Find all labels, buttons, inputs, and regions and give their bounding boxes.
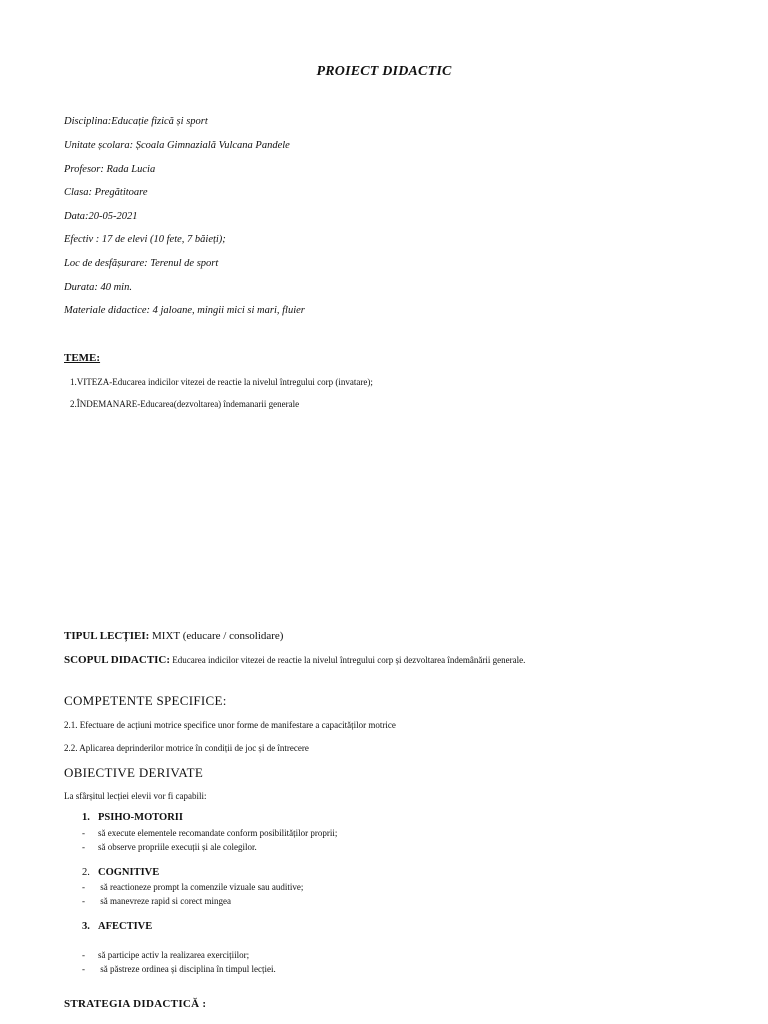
bullet-dash-icon: - — [82, 964, 85, 974]
document-title: PROIECT DIDACTIC — [316, 64, 452, 79]
obiectiv-item — [82, 828, 337, 838]
obiectiv-item — [82, 896, 231, 906]
obiectiv-item-text: să observe propriile execuții și ale colegilor. — [98, 842, 257, 852]
bullet-dash-icon: - — [82, 882, 85, 892]
info-disciplina: Disciplina:Educație fizică și sport — [64, 116, 208, 127]
obiectiv-item-text: să manevreze rapid si corect mingea — [98, 896, 231, 906]
info-loc: Loc de desfășurare: Terenul de sport — [64, 258, 219, 269]
obiective-intro: La sfârșitul lecției elevii vor fi capabili: — [64, 791, 207, 801]
bullet-dash-icon: - — [82, 896, 85, 906]
scopul-didactic-value: Educarea indicilor vitezei de reactie la nivelul întregului corp și dezvoltarea îndemânării generale. — [170, 655, 526, 665]
info-materiale: Materiale didactice: 4 jaloane, mingii mici si mari, fluier — [64, 305, 305, 316]
scopul-didactic-label: SCOPUL DIDACTIC: — [64, 654, 171, 666]
obiectiv-group-number: 3. — [82, 921, 90, 932]
bullet-dash-icon: - — [82, 842, 85, 852]
tema-item-1: 1.VITEZA-Educarea indicilor vitezei de reactie la nivelul întregului corp (invatare); — [70, 377, 373, 387]
info-durata: Durata: 40 min. — [64, 282, 132, 293]
tipul-lectiei — [64, 630, 283, 642]
competente-heading: COMPETENTE SPECIFICE: — [64, 693, 227, 708]
info-profesor: Profesor: Rada Lucia — [64, 164, 156, 175]
obiectiv-group-label: PSIHO-MOTORII — [98, 812, 183, 823]
info-clasa: Clasa: Pregătitoare — [64, 187, 148, 198]
obiectiv-group-heading — [82, 867, 159, 878]
obiectiv-group-number: 1. — [82, 812, 90, 823]
bullet-dash-icon: - — [82, 828, 85, 838]
obiectiv-group-label: AFECTIVE — [98, 921, 153, 932]
obiectiv-item-text: să reactioneze prompt la comenzile vizuale sau auditive; — [98, 882, 304, 892]
obiectiv-item-text: să participe activ la realizarea exercițiilor; — [98, 950, 250, 960]
info-unitate: Unitate școlara: Școala Gimnazială Vulcana Pandele — [64, 140, 290, 151]
tipul-lectiei-value: MIXT (educare / consolidare) — [149, 630, 284, 642]
obiectiv-group-number: 2. — [82, 867, 90, 878]
obiectiv-item — [82, 950, 249, 960]
scopul-didactic — [64, 654, 525, 666]
tipul-lectiei-label: TIPUL LECȚIEI: — [64, 630, 150, 642]
strategia-heading: STRATEGIA DIDACTICĂ : — [64, 998, 207, 1010]
info-efectiv: Efectiv : 17 de elevi (10 fete, 7 băieți); — [64, 234, 226, 245]
obiectiv-item-text: să execute elementele recomandate conform posibilităților proprii; — [98, 828, 338, 838]
obiectiv-item — [82, 964, 276, 974]
obiectiv-group-heading — [82, 921, 152, 932]
info-data: Data:20-05-2021 — [64, 211, 138, 222]
obiectiv-group-heading — [82, 812, 183, 823]
obiectiv-item — [82, 882, 303, 892]
tema-item-2: 2.ÎNDEMANARE-Educarea(dezvoltarea) îndemanarii generale — [70, 399, 300, 409]
competenta-item-2: 2.2. Aplicarea deprinderilor motrice în condiții de joc și de întrecere — [64, 743, 309, 753]
obiectiv-group-label: COGNITIVE — [98, 867, 160, 878]
teme-heading: TEME: — [64, 352, 101, 364]
obiectiv-item — [82, 842, 257, 852]
obiective-heading: OBIECTIVE DERIVATE — [64, 765, 204, 780]
competenta-item-1: 2.1. Efectuare de acțiuni motrice specifice unor forme de manifestare a capacităților motrice — [64, 720, 396, 730]
bullet-dash-icon: - — [82, 950, 85, 960]
obiectiv-item-text: să păstreze ordinea și disciplina în timpul lecției. — [98, 964, 276, 974]
